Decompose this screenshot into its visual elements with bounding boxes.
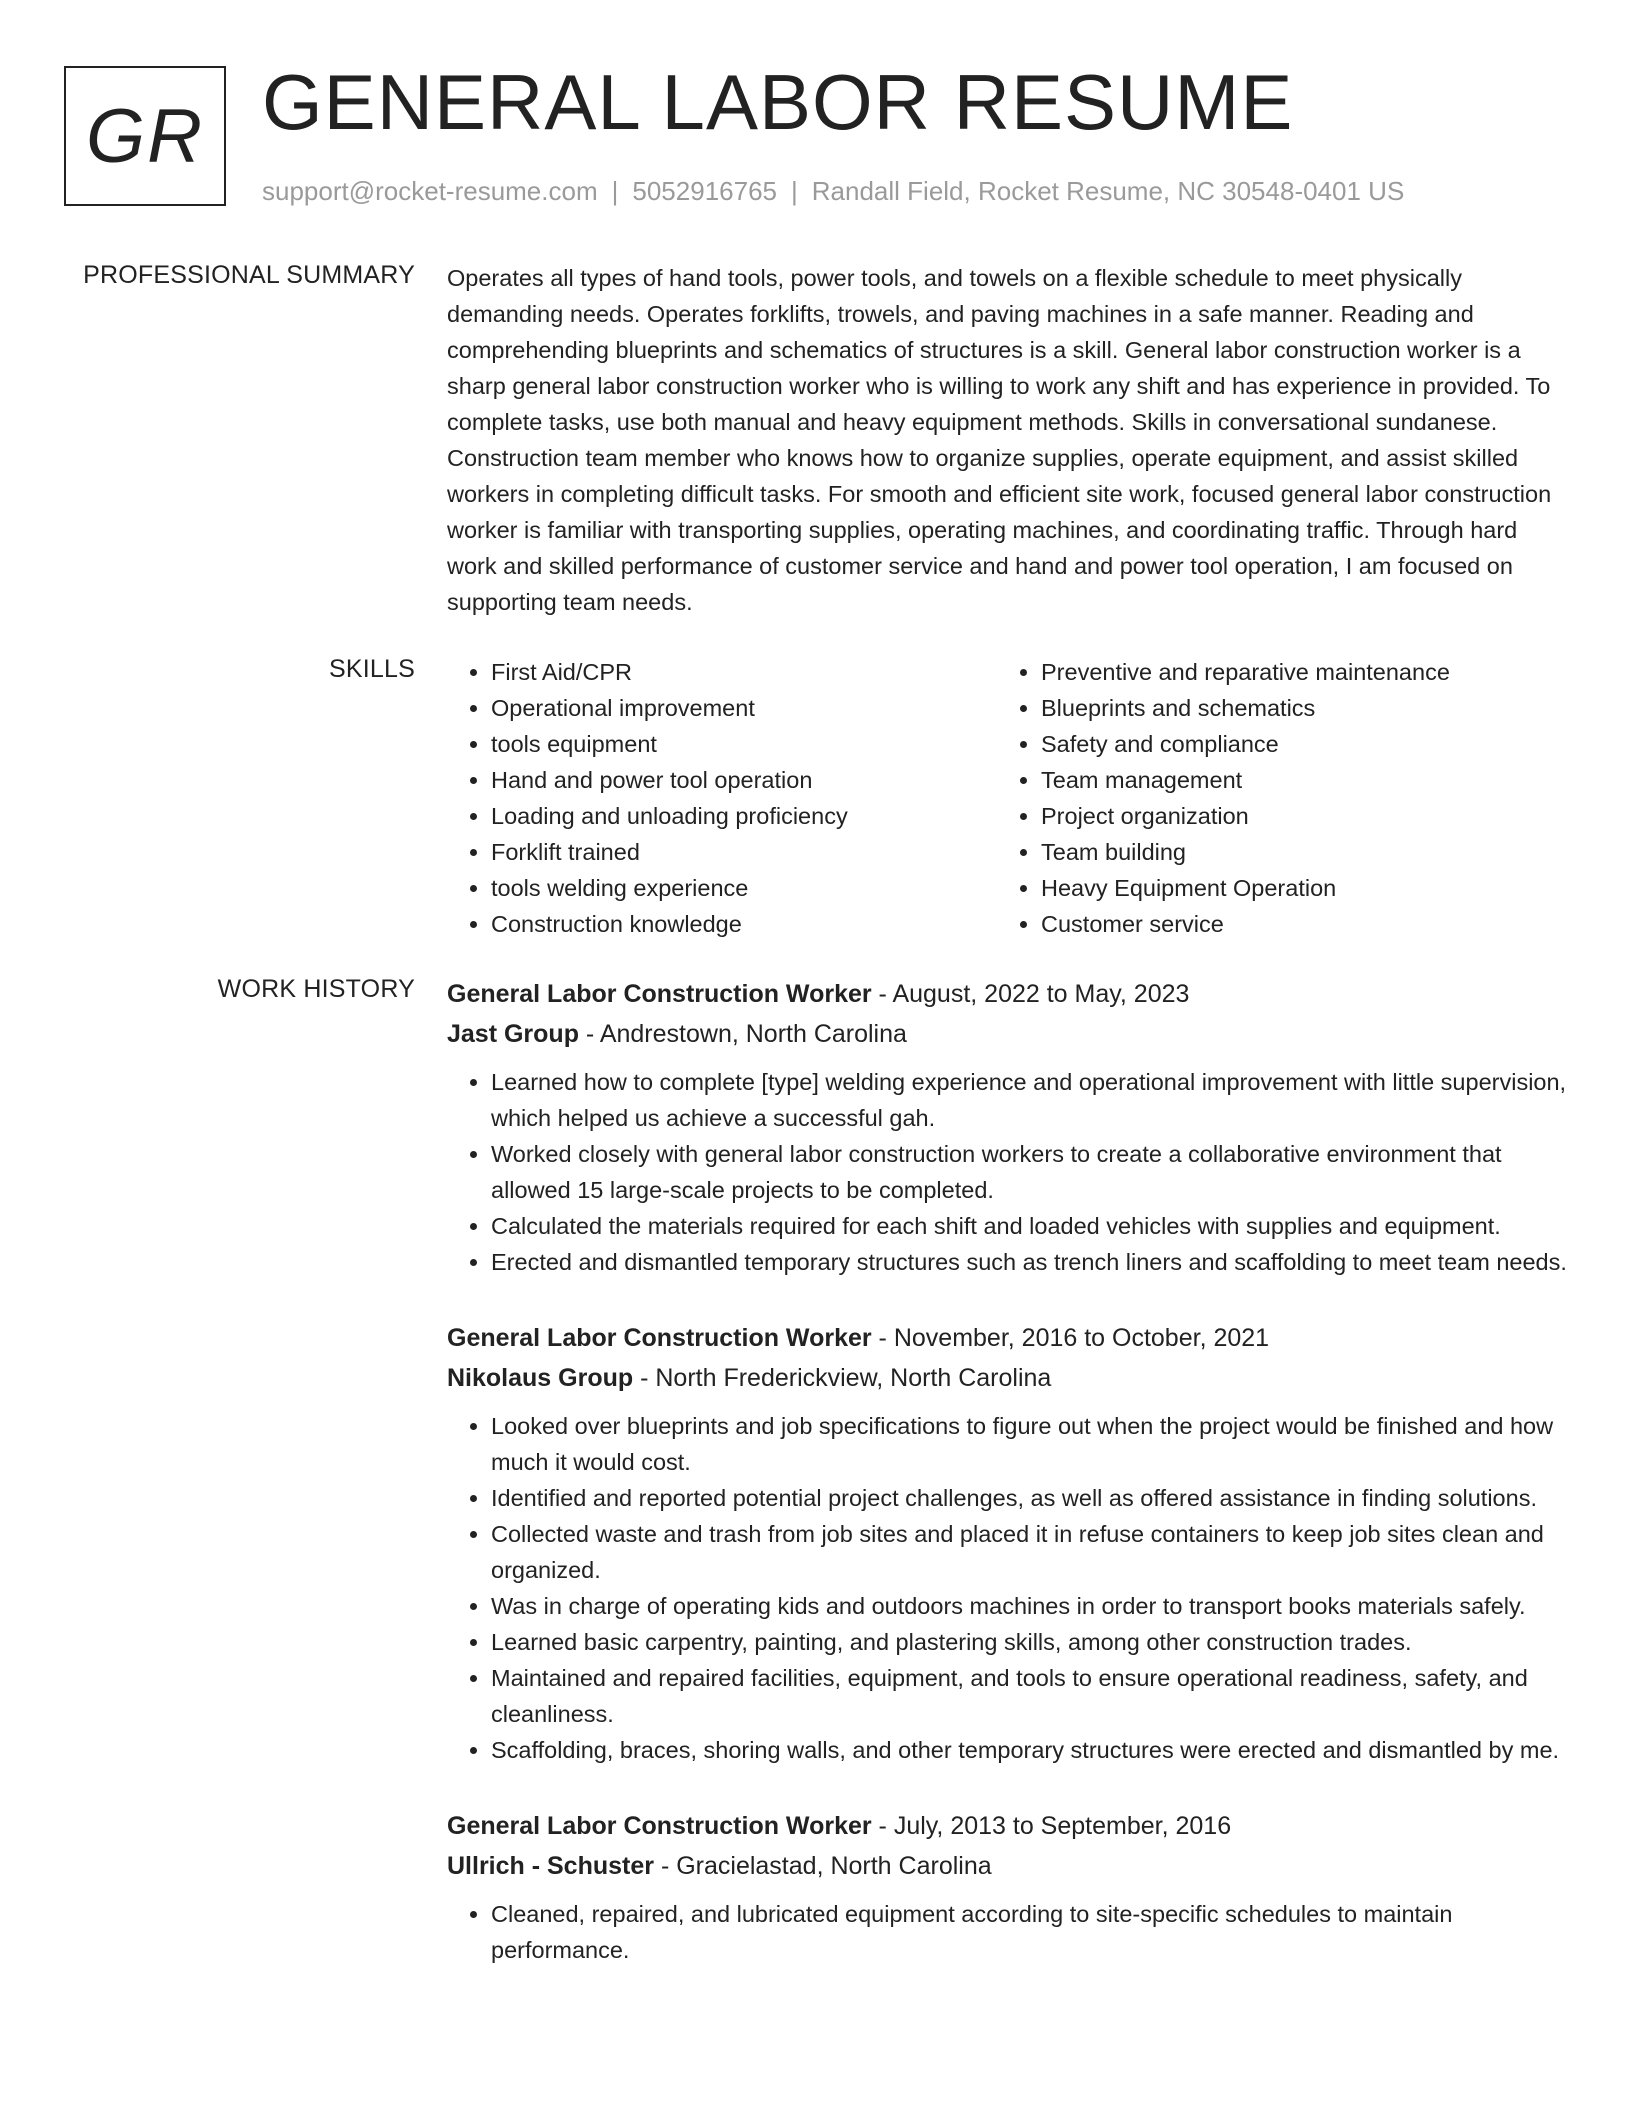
job-company: Jast Group (447, 1020, 579, 1048)
job-title-line (447, 1318, 1567, 1358)
monogram-initials: GR (86, 93, 204, 179)
skill-item: • tools welding experience (491, 870, 997, 906)
skill-item: • Safety and compliance (1041, 726, 1547, 762)
work-history-heading: WORK HISTORY (217, 975, 415, 1003)
skills-columns (447, 654, 1567, 942)
job-company-dash: - (633, 1364, 656, 1392)
job-company-line (447, 1014, 1567, 1054)
job-bullet-list (447, 1064, 1567, 1280)
job-title-dash: - (871, 1324, 894, 1352)
monogram-box (64, 66, 226, 206)
skill-item: • Loading and unloading proficiency (491, 798, 997, 834)
contact-email[interactable]: support@rocket-resume.com (262, 176, 598, 206)
job-bullet-list (447, 1408, 1567, 1768)
skill-item: • tools equipment (491, 726, 997, 762)
job-bullet: • Identified and reported potential project challenges, as well as offered assistance in finding solutions. (491, 1480, 1567, 1516)
job-dates: August, 2022 to May, 2023 (892, 980, 1190, 1008)
skill-item: • Heavy Equipment Operation (1041, 870, 1547, 906)
contact-address: Randall Field, Rocket Resume, NC 30548-0401 US (811, 176, 1405, 206)
skills-list-right (997, 654, 1547, 942)
job-company-line (447, 1846, 1567, 1886)
job-company-dash: - (578, 1020, 600, 1048)
job-company-line (447, 1358, 1567, 1398)
job-company: Ullrich - Schuster (447, 1852, 654, 1880)
skill-item: • Team building (1041, 834, 1547, 870)
skill-item: • Construction knowledge (491, 906, 997, 942)
summary-heading: PROFESSIONAL SUMMARY (83, 261, 415, 289)
job-bullet: • Cleaned, repaired, and lubricated equipment according to site-specific schedules to maintain performance. (491, 1896, 1567, 1968)
job-bullet: • Calculated the materials required for each shift and loaded vehicles with supplies and equipment. (491, 1208, 1567, 1244)
work-history-body (447, 974, 1567, 2006)
job-bullet: • Scaffolding, braces, shoring walls, and other temporary structures were erected and dismantled by me. (491, 1732, 1567, 1768)
job-location: Gracielastad, North Carolina (676, 1852, 992, 1880)
job-entry (447, 1318, 1567, 1768)
job-bullet: • Maintained and repaired facilities, equipment, and tools to ensure operational readiness, safety, and cleanliness. (491, 1660, 1567, 1732)
job-bullet-list (447, 1896, 1567, 1968)
job-title: General Labor Construction Worker (447, 1812, 872, 1840)
job-location: North Frederickview, North Carolina (655, 1364, 1052, 1392)
job-bullet: • Worked closely with general labor construction workers to create a collaborative environment that allowed 15 large-scale projects to be completed. (491, 1136, 1567, 1208)
job-title-dash: - (871, 1812, 894, 1840)
contact-separator: | (611, 176, 619, 206)
job-company: Nikolaus Group (447, 1364, 634, 1392)
job-bullet: • Learned how to complete [type] welding experience and operational improvement with little supervision, which helped us achieve a successful gah. (491, 1064, 1567, 1136)
resume-title: GENERAL LABOR RESUME (262, 58, 1294, 146)
job-bullet: • Erected and dismantled temporary structures such as trench liners and scaffolding to meet team needs. (491, 1244, 1567, 1280)
skill-item: • Blueprints and schematics (1041, 690, 1547, 726)
job-bullet: • Was in charge of operating kids and outdoors machines in order to transport books materials safely. (491, 1588, 1567, 1624)
contact-separator: | (791, 176, 798, 206)
job-bullet: • Collected waste and trash from job sites and placed it in refuse containers to keep job sites clean and organized. (491, 1516, 1567, 1588)
job-dates: November, 2016 to October, 2021 (893, 1324, 1270, 1352)
summary-text: Operates all types of hand tools, power tools, and towels on a flexible schedule to meet physically demanding needs. Operates forklifts, trowels, and paving machines in a safe manner. Reading and comprehending blueprints and schematics of structures is a skill. General labor construction worker is a sharp general labor construction worker who is willing to work any shift and has experience in provided. To complete tasks, use both manual and heavy equipment methods. Skills in conversational sundanese. Construction team member who knows how to organize supplies, operate equipment, and assist skilled workers in completing difficult tasks. For smooth and efficient site work, focused general labor construction worker is familiar with transporting supplies, operating machines, and coordinating traffic. Through hard work and skilled performance of customer service and hand and power tool operation, I am focused on supporting team needs. (447, 265, 1552, 615)
skill-item: • First Aid/CPR (491, 654, 997, 690)
skills-list-left (447, 654, 997, 942)
skills-body (447, 654, 1567, 942)
job-bullet: • Learned basic carpentry, painting, and plastering skills, among other construction trades. (491, 1624, 1567, 1660)
skill-item: • Customer service (1041, 906, 1547, 942)
skill-item: • Team management (1041, 762, 1547, 798)
job-title-dash: - (871, 980, 893, 1008)
job-location: Andrestown, North Carolina (599, 1020, 907, 1048)
skill-item: • Hand and power tool operation (491, 762, 997, 798)
summary-body (447, 260, 1567, 620)
job-title: General Labor Construction Worker (447, 1324, 872, 1352)
contact-phone[interactable]: 5052916765 (632, 176, 777, 206)
job-bullet: • Looked over blueprints and job specifications to figure out when the project would be finished and how much it would cost. (491, 1408, 1567, 1480)
skills-heading: SKILLS (329, 655, 415, 683)
job-entry (447, 1806, 1567, 1968)
job-company-dash: - (654, 1852, 677, 1880)
job-title-line (447, 974, 1567, 1014)
job-dates: July, 2013 to September, 2016 (893, 1812, 1232, 1840)
skill-item: • Forklift trained (491, 834, 997, 870)
skill-item: • Operational improvement (491, 690, 997, 726)
skill-item: • Preventive and reparative maintenance (1041, 654, 1547, 690)
job-title-line (447, 1806, 1567, 1846)
job-title: General Labor Construction Worker (447, 980, 872, 1008)
contact-line (262, 176, 1404, 206)
job-entry (447, 974, 1567, 1280)
skill-item: • Project organization (1041, 798, 1547, 834)
